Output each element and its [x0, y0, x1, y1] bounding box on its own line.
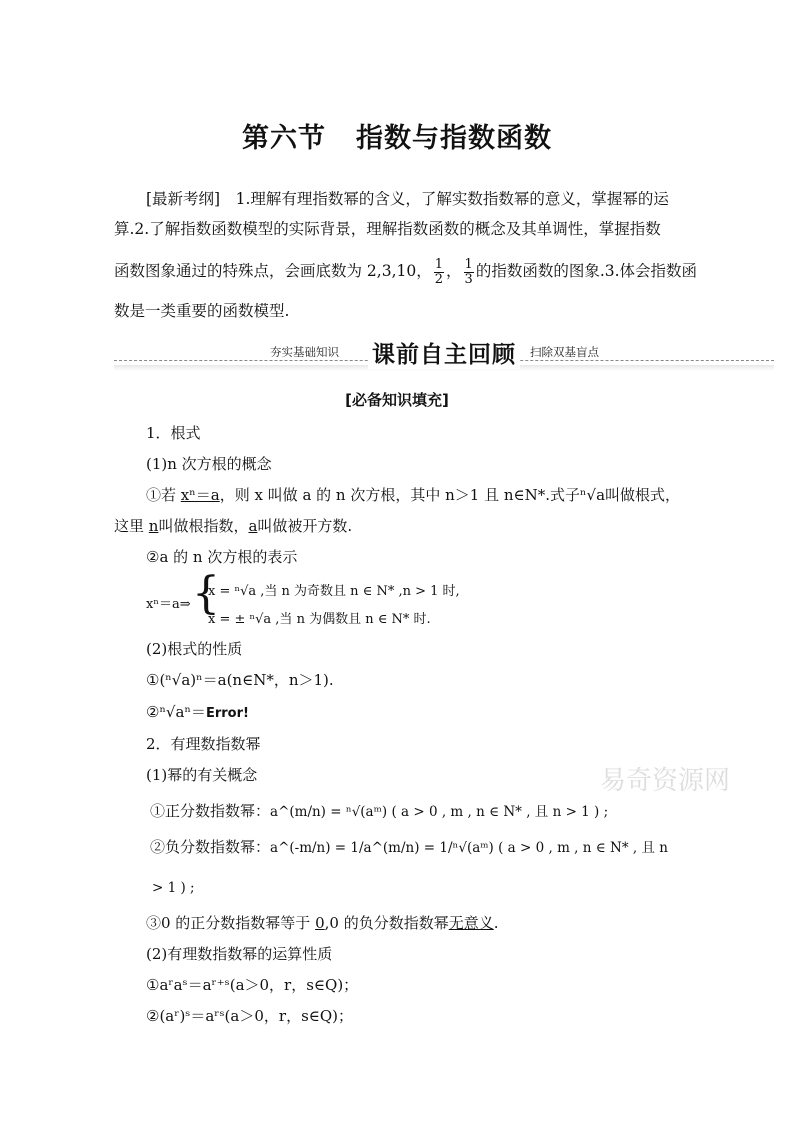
root-expression: ⁿ√a: [580, 486, 606, 504]
radical-property-2: [146, 701, 249, 722]
page-title: [0, 116, 794, 155]
def2-underlined-a: a: [248, 517, 258, 535]
def2-mid: 叫做根指数，: [158, 517, 249, 535]
negative-exponent-continued: > 1 ) ;: [152, 880, 195, 896]
def2-pre: 这里: [114, 517, 149, 535]
zero-underlined-value: 0: [315, 914, 325, 932]
def-pre: ①若: [146, 486, 181, 504]
banner-title: 课前自主回顾: [368, 336, 520, 369]
outline-line-3-pre: 函数图象通过的特殊点，会画底数为 2,3,10，: [114, 262, 432, 280]
zero-post: .: [493, 914, 499, 932]
outline-line-3: [114, 252, 697, 290]
heading-radicals: 1．根式: [146, 424, 201, 442]
frac-den: 3: [464, 271, 473, 287]
neg-formula: a^(-m/n) = 1/a^(m/n) = 1/ⁿ√(aᵐ) ( a > 0 , m , n ∈ N* , 且 n: [270, 840, 668, 856]
frac-num: 1: [434, 256, 444, 272]
operation-rule-2: ②(aʳ)ˢ＝aʳˢ(a＞0，r，s∈Q)；: [146, 1007, 354, 1025]
outline-line-3-post: 的指数函数的图象.3.体会指数函: [475, 262, 698, 280]
piecewise-lhs: xⁿ＝a⇒: [146, 597, 191, 612]
outline-line-1: [最新考纲] 1.理解有理指数幂的含义，了解实数指数幂的意义，掌握幂的运: [146, 190, 669, 208]
fraction-third: [464, 258, 474, 287]
outline-sep: ，: [446, 262, 462, 280]
section-header: [必备知识填充]: [345, 391, 449, 409]
root-index-definition: [114, 515, 352, 536]
frac-den: 2: [434, 271, 444, 287]
negative-fractional-exponent: [150, 836, 668, 857]
heading-rational-exponents: 2．有理数指数幂: [146, 735, 261, 753]
sub-radical-properties: (2)根式的性质: [146, 640, 243, 658]
error-text: Error!: [205, 706, 249, 721]
zero-mid: ,0 的负分数指数幂: [324, 914, 449, 932]
outline-line-4: 数是一类重要的函数模型.: [114, 302, 290, 320]
title-section-number: 第六节: [242, 123, 326, 154]
zero-pre: ③0 的正分数指数幂等于: [146, 914, 316, 932]
prop2-pre: ②ⁿ√aⁿ＝: [146, 703, 206, 721]
section-banner: [114, 338, 774, 368]
radical-property-1: ①(ⁿ√a)ⁿ＝a(n∈N*，n＞1).: [146, 671, 334, 689]
title-topic: 指数与指数函数: [356, 123, 552, 154]
brace-icon: {: [192, 568, 220, 619]
operation-rule-1: ①aʳaˢ＝aʳ⁺ˢ(a＞0，r，s∈Q)；: [146, 976, 359, 994]
zero-underlined-meaningless: 无意义: [448, 914, 494, 932]
piecewise-case-even: x = ± ⁿ√a ,当 n 为偶数且 n ∈ N* 时.: [208, 612, 431, 627]
def2-underlined-n: n: [148, 517, 159, 535]
watermark: 易奇资源网: [600, 766, 731, 796]
def-post: 叫做根式，: [605, 486, 681, 504]
sub-root-representation: ②a 的 n 次方根的表示: [146, 548, 298, 566]
def-mid: ，则 x 叫做 a 的 n 次方根，其中 n＞1 且 n∈N*.式子: [219, 486, 581, 504]
sub-power-concepts: (1)幂的有关概念: [146, 766, 258, 784]
piecewise-case-odd: x = ⁿ√a ,当 n 为奇数且 n ∈ N* ,n > 1 时,: [208, 584, 460, 599]
pos-formula: a^(m/n) = ⁿ√(aᵐ) ( a > 0 , m , n ∈ N* , 且 n > 1 ) ;: [270, 804, 609, 820]
sub-operation-properties: (2)有理数指数幂的运算性质: [146, 945, 333, 963]
def2-post: 叫做被开方数.: [257, 517, 353, 535]
pos-label: ①正分数指数幂：: [150, 802, 271, 820]
nth-root-definition: [146, 484, 680, 505]
zero-exponent-rule: [146, 912, 499, 933]
outline-line-2: 算.2.了解指数函数模型的实际背景，理解指数函数的概念及其单调性，掌握指数: [114, 220, 661, 238]
sub-nth-root-concept: (1)n 次方根的概念: [146, 455, 272, 473]
positive-fractional-exponent: [150, 800, 608, 821]
fraction-half: [434, 258, 444, 287]
def-underlined-eq: xⁿ＝a: [180, 486, 220, 504]
banner-left-text: 夯实基础知识: [270, 345, 339, 359]
banner-right-text: 扫除双基盲点: [530, 345, 599, 359]
frac-num: 1: [464, 256, 473, 272]
neg-label: ②负分数指数幂：: [150, 838, 271, 856]
